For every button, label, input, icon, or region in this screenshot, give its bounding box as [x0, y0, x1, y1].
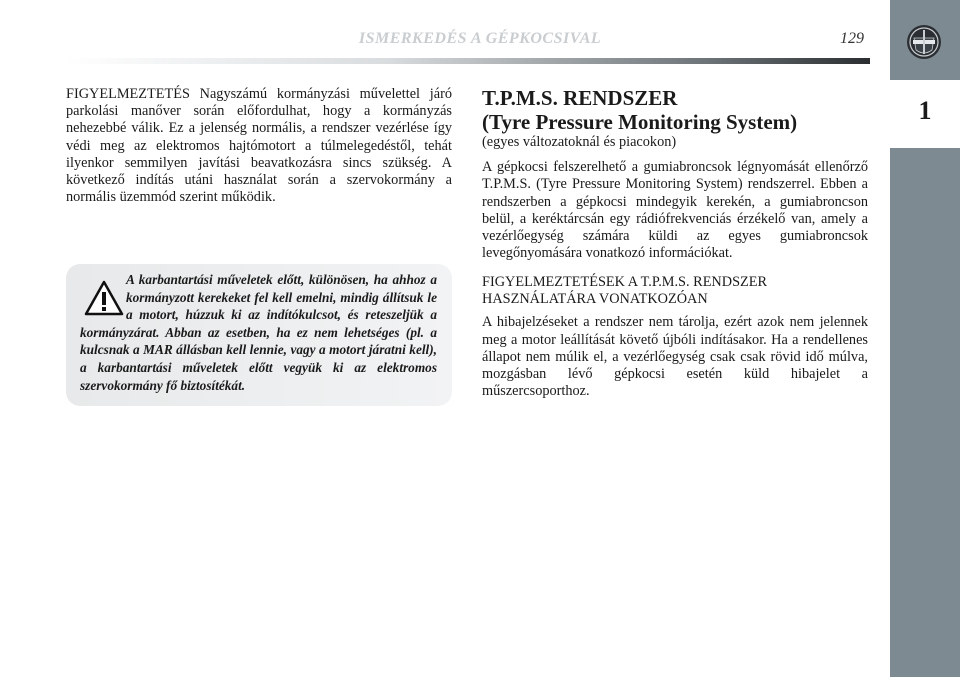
running-title: ISMERKEDÉS A GÉPKOCSIVAL: [358, 30, 602, 47]
section-subtitle: (egyes változatoknál és piacokon): [482, 134, 677, 150]
warning-box-text: A karbantartási műveletek előtt, különösen, ha ahhoz a kormányzott kerekeket fel kell emelni, mindig állítsuk le a motort, húzzuk ki az indítókulcsot, és reteszeljük a kormányzárat. Abban az esetben, ha ez nem lehetséges (pl. a kulcsnak a MAR állásban kell lennie, vagy a motort járatni kell), a karbantartási műveletek előtt vegyük ki az elektromos szervokormány fő biztosítékát.: [80, 272, 437, 393]
page-number: 129: [840, 30, 864, 47]
subsection-heading: FIGYELMEZTETÉSEK A T.P.M.S. RENDSZER HASZNÁLATÁRA VONATKOZÓAN: [482, 274, 768, 308]
right-column: [482, 86, 868, 400]
subsection-paragraph: A hibajelzéseket a rendszer nem tárolja, ezért azok nem jelennek meg a motor leállítását követő újbóli indításakor. Ha a rendellenes állapot nem múlik el, a vezérlőegység csak csak rövid idő múlva, mozgásban lévő gépkocsi esetén küld hibajelet a műszercsoporthoz.: [482, 314, 868, 400]
header-rule: [66, 58, 870, 64]
chapter-sidebar: [890, 0, 960, 677]
warning-paragraph: FIGYELMEZTETÉS Nagyszámú kormányzási művelettel járó parkolási manőver során előfordulhat, hogy a kormányzás nehezebbé válik. Ez a jelenség normális, a rendszer vezérlése így védi meg az elektromos hajtómotort a túlmelegedéstől, tehát ilyenkor semmilyen javítási beavatkozásra sincs szükség. A következő indítás utáni használat során a szervokormány a normális üzemmód szerint működik.: [66, 86, 452, 206]
chapter-number: 1: [918, 96, 932, 125]
section-title-line2: (Tyre Pressure Monitoring System): [482, 110, 798, 134]
lancia-logo-icon: [906, 24, 942, 60]
left-column: [66, 86, 452, 206]
warning-box-text-container: [80, 271, 437, 394]
section-title-line1: T.P.M.S. RENDSZER: [482, 86, 678, 110]
intro-paragraph: A gépkocsi felszerelhető a gumiabroncsok légnyomását ellenőrző T.P.M.S. (Tyre Pressure Monitoring System) rendszerrel. Ebben a rendszerben a gépkocsi mindegyik kerekén, a gumiabroncson belül, a keréktárcsán egy rádiófrekvenciás érzékelő van, amely a vezérlőegység számára küldi az egyes gumiabroncsok levegőnyomására vonatkozó információkat.: [482, 159, 868, 262]
